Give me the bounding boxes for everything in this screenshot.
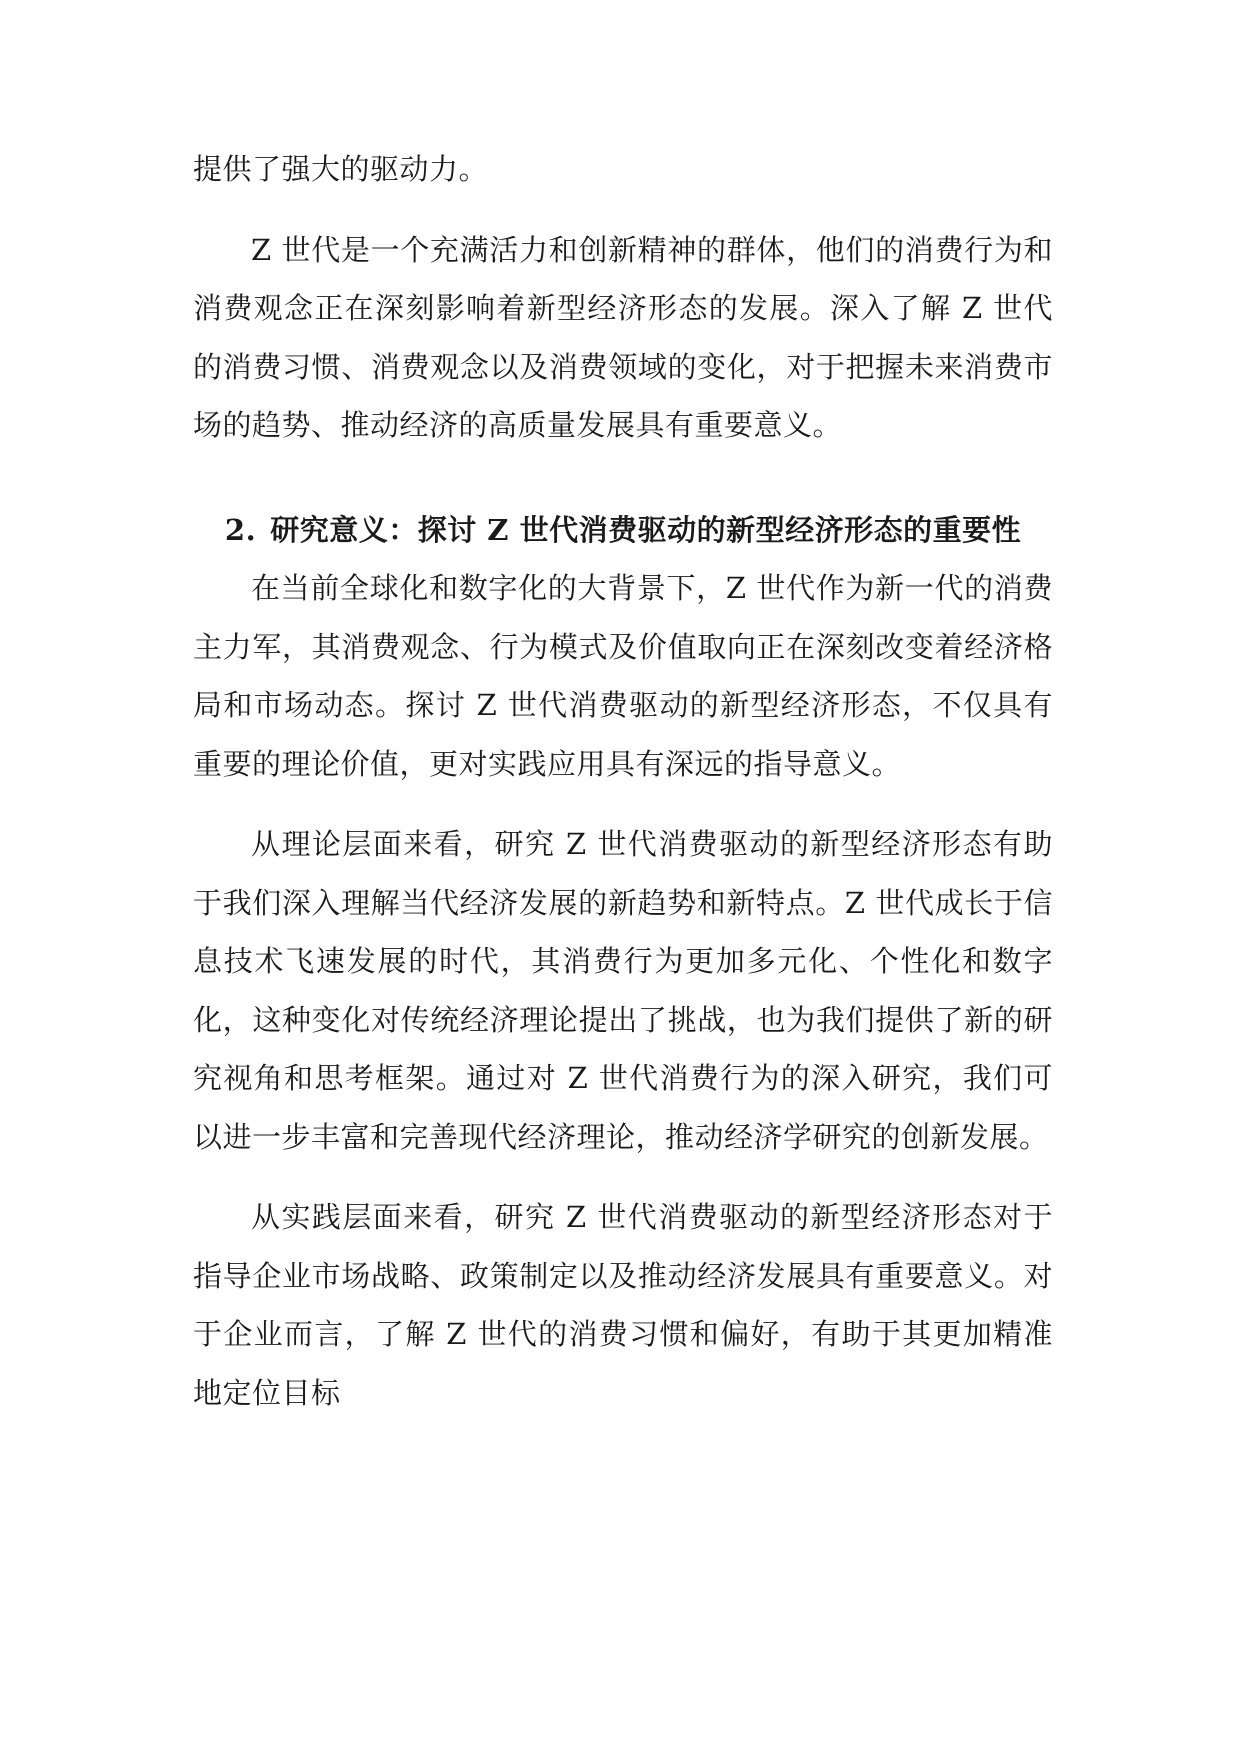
section-number: 2. [224, 512, 257, 547]
section-title: 研究意义：探讨 Z 世代消费驱动的新型经济形态的重要性 [270, 512, 1022, 547]
paragraph-z-generation-overview: Z 世代是一个充满活力和创新精神的群体，他们的消费行为和消费观念正在深刻影响着新型经济形态的发展。深入了解 Z 世代的消费习惯、消费观念以及消费领域的变化，对于把握未来消费市场的趋势、推动经济的高质量发展具有重要意义。 [193, 232, 1053, 442]
paragraph-research-background: 在当前全球化和数字化的大背景下，Z 世代作为新一代的消费主力军，其消费观念、行为模式及价值取向正在深刻改变着经济格局和市场动态。探讨 Z 世代消费驱动的新型经济形态，不仅具有重要的理论价值，更对实践应用具有深远的指导意义。 [193, 571, 1053, 781]
paragraph-theoretical-significance: 从理论层面来看，研究 Z 世代消费驱动的新型经济形态有助于我们深入理解当代经济发展的新趋势和新特点。Z 世代成长于信息技术飞速发展的时代，其消费行为更加多元化、个性化和数字化，这种变化对传统经济理论提出了挑战，也为我们提供了新的研究视角和思考框架。通过对 Z 世代消费行为的深入研究，我们可以进一步丰富和完善现代经济理论，推动经济学研究的创新发展。 [193, 827, 1053, 1154]
paragraph-continuation: 提供了强大的驱动力。 [193, 152, 489, 186]
section-heading [193, 501, 1053, 560]
document-body [193, 140, 1053, 1422]
paragraph-practical-significance: 从实践层面来看，研究 Z 世代消费驱动的新型经济形态对于指导企业市场战略、政策制定以及推动经济发展具有重要意义。对于企业而言，了解 Z 世代的消费习惯和偏好，有助于其更加精准地定位目标 [193, 1200, 1053, 1410]
